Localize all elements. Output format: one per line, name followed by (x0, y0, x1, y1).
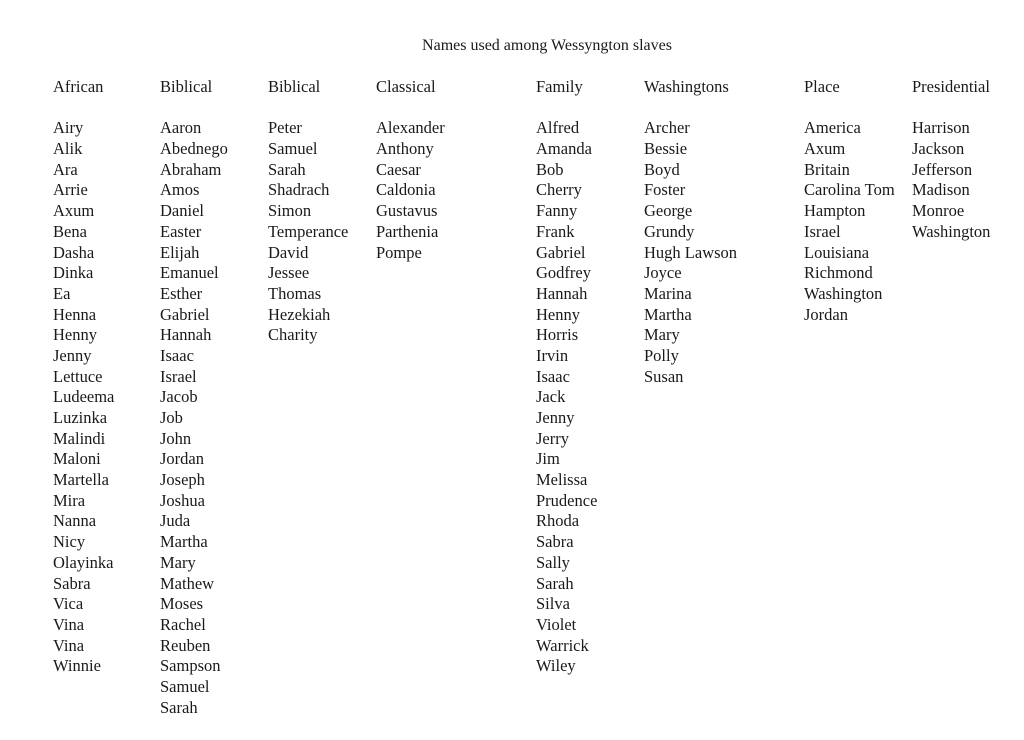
name-entry: Sabra (53, 573, 91, 593)
name-entry: Caldonia (376, 180, 436, 200)
name-entry: Isaac (536, 366, 570, 386)
column-header: Presidential (912, 77, 990, 96)
column-family (536, 77, 597, 677)
name-entry: Reuben (160, 635, 211, 655)
name-list (53, 118, 114, 677)
name-entry: Foster (644, 180, 686, 200)
name-entry: America (804, 118, 861, 138)
name-entry: Israel (160, 366, 197, 386)
name-entry: Alexander (376, 118, 445, 138)
name-entry: Henna (53, 304, 97, 324)
name-entry: Rhoda (536, 511, 580, 531)
name-entry: Warrick (536, 635, 589, 655)
name-entry: Samuel (160, 676, 210, 696)
name-entry: Emanuel (160, 263, 219, 283)
name-entry: Amos (160, 180, 200, 200)
name-entry: Ara (53, 159, 78, 179)
name-entry: Sarah (268, 159, 306, 179)
name-entry: Henny (53, 325, 97, 345)
name-entry: Malindi (53, 428, 106, 448)
name-entry: Isaac (160, 345, 194, 365)
column-african (53, 77, 114, 677)
name-entry: Richmond (804, 263, 873, 283)
name-entry: Samuel (268, 139, 318, 159)
name-list (268, 118, 348, 346)
name-entry: Gabriel (160, 304, 210, 324)
name-list (912, 118, 990, 242)
name-entry: Vica (53, 594, 84, 614)
name-entry: George (644, 201, 693, 221)
column-biblical-1 (160, 77, 228, 718)
name-entry: Silva (536, 594, 570, 614)
name-entry: Monroe (912, 201, 965, 221)
name-entry: Elijah (160, 242, 200, 262)
name-entry: Lettuce (53, 366, 103, 386)
column-biblical-2 (268, 77, 348, 346)
name-entry: Bessie (644, 139, 688, 159)
name-entry: Frank (536, 221, 575, 241)
name-entry: Nanna (53, 511, 97, 531)
name-entry: Alik (53, 139, 83, 159)
name-entry: Jacob (160, 387, 198, 407)
name-entry: Winnie (53, 656, 101, 676)
name-entry: Jefferson (912, 159, 973, 179)
name-entry: Prudence (536, 490, 598, 510)
name-entry: Pompe (376, 242, 422, 262)
name-entry: Godfrey (536, 263, 591, 283)
name-entry: Airy (53, 118, 84, 138)
name-entry: Bob (536, 159, 564, 179)
name-entry: Hannah (160, 325, 212, 345)
name-entry: Louisiana (804, 242, 870, 262)
name-entry: Gustavus (376, 201, 438, 221)
name-entry: Jerry (536, 428, 569, 448)
document-title: Names used among Wessyngton slaves (422, 37, 672, 54)
name-entry: Carolina Tom (804, 180, 895, 200)
name-entry: Washington (804, 283, 883, 303)
name-entry: Anthony (376, 139, 434, 159)
name-entry: Madison (912, 180, 970, 200)
name-entry: Martha (644, 304, 692, 324)
name-list (804, 118, 895, 325)
name-entry: Sampson (160, 656, 221, 676)
name-list (536, 118, 597, 677)
name-entry: Temperance (268, 221, 349, 241)
column-header: Biblical (268, 77, 321, 96)
name-entry: Marina (644, 283, 692, 303)
column-header: Washingtons (644, 77, 729, 96)
name-entry: Mira (53, 490, 86, 510)
name-entry: Charity (268, 325, 318, 345)
column-washingtons (644, 77, 737, 387)
name-entry: Sarah (160, 697, 198, 717)
name-entry: Esther (160, 283, 203, 303)
name-entry: Axum (804, 139, 846, 159)
name-list (376, 118, 445, 263)
column-header: Place (804, 77, 840, 96)
name-entry: Henny (536, 304, 580, 324)
name-entry: Gabriel (536, 242, 586, 262)
name-entry: Axum (53, 201, 95, 221)
name-entry: Susan (644, 366, 684, 386)
name-entry: Washington (912, 221, 991, 241)
name-entry: Harrison (912, 118, 970, 138)
name-entry: Luzinka (53, 408, 108, 427)
name-entry: Fanny (536, 201, 578, 221)
name-entry: Mary (160, 552, 196, 572)
name-entry: Simon (268, 201, 312, 221)
name-list (160, 118, 228, 718)
column-place (804, 77, 895, 325)
name-entry: Horris (536, 325, 579, 345)
column-presidential (912, 77, 990, 243)
name-entry: Boyd (644, 159, 680, 179)
name-entry: Rachel (160, 614, 206, 634)
name-entry: Peter (268, 118, 302, 138)
name-entry: Aaron (160, 118, 202, 138)
name-entry: Shadrach (268, 180, 330, 200)
name-entry: Parthenia (376, 221, 439, 241)
name-entry: Melissa (536, 470, 588, 490)
name-entry: Grundy (644, 221, 695, 241)
name-entry: Arrie (53, 180, 88, 200)
name-entry: Jack (536, 387, 566, 407)
name-entry: Polly (644, 345, 679, 365)
name-entry: Joyce (644, 263, 682, 283)
name-entry: Joshua (160, 490, 205, 510)
name-entry: Moses (160, 594, 204, 614)
name-entry: Thomas (268, 283, 322, 303)
name-entry: Violet (536, 614, 577, 634)
name-entry: Dinka (53, 263, 94, 283)
name-entry: Juda (160, 511, 191, 531)
name-entry: Mary (644, 325, 680, 345)
name-entry: Abednego (160, 139, 228, 159)
name-entry: Vina (53, 635, 85, 655)
name-entry: Martha (160, 532, 208, 552)
name-entry: Jordan (804, 304, 848, 324)
name-entry: Easter (160, 221, 202, 241)
name-entry: Bena (53, 221, 87, 241)
name-entry: Sally (536, 552, 570, 572)
column-header: Classical (376, 77, 436, 96)
name-entry: Amanda (536, 139, 592, 159)
name-entry: Archer (644, 118, 690, 138)
column-classical (376, 77, 445, 263)
name-entry: Dasha (53, 242, 95, 262)
name-entry: Martella (53, 470, 109, 490)
name-entry: Irvin (536, 345, 569, 365)
name-entry: Cherry (536, 180, 582, 200)
name-entry: Jim (536, 449, 560, 469)
name-entry: Alfred (536, 118, 580, 138)
name-entry: Joseph (160, 470, 205, 490)
name-entry: Vina (53, 614, 85, 634)
name-entry: Sarah (536, 573, 574, 593)
name-entry: Ludeema (53, 387, 115, 407)
name-entry: Jessee (268, 263, 310, 283)
name-entry: Olayinka (53, 552, 114, 572)
name-entry: Britain (804, 159, 850, 179)
name-entry: Sabra (536, 532, 574, 552)
column-header: Biblical (160, 77, 213, 96)
name-entry: Hannah (536, 283, 588, 303)
name-list (644, 118, 737, 387)
name-entry: Job (160, 408, 183, 427)
name-entry: Jenny (53, 345, 92, 365)
name-entry: Hugh Lawson (644, 242, 738, 262)
name-entry: Mathew (160, 573, 215, 593)
name-entry: Wiley (536, 656, 576, 676)
name-entry: Caesar (376, 159, 421, 179)
column-header: African (53, 77, 104, 96)
name-entry: John (160, 428, 192, 448)
name-entry: Abraham (160, 159, 222, 179)
name-entry: Daniel (160, 201, 204, 221)
name-entry: Hampton (804, 201, 866, 221)
name-entry: Jordan (160, 449, 204, 469)
name-entry: Nicy (53, 532, 86, 552)
name-entry: Jackson (912, 139, 965, 159)
name-entry: Ea (53, 283, 71, 303)
name-entry: Maloni (53, 449, 101, 469)
name-entry: Israel (804, 221, 841, 241)
name-entry: Jenny (536, 408, 575, 427)
name-entry: Hezekiah (268, 304, 331, 324)
name-entry: David (268, 242, 309, 262)
column-header: Family (536, 77, 583, 96)
